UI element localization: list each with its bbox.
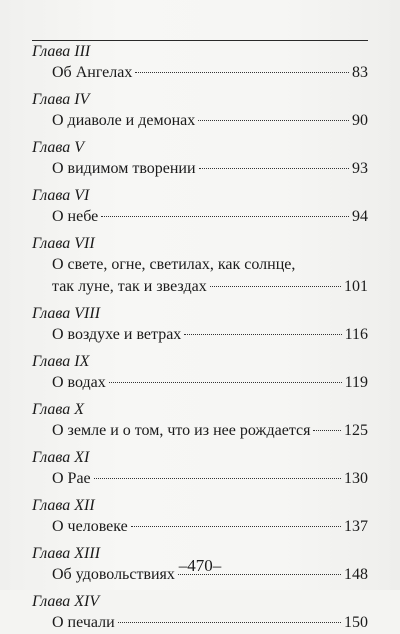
chapter-heading: Глава VII (32, 235, 95, 252)
chapter-title: Об удовольствиях (52, 566, 175, 583)
toc-entry (32, 90, 368, 132)
chapter-title-row (32, 324, 368, 346)
dot-leader (131, 526, 341, 527)
page-reference: 125 (344, 422, 368, 439)
chapter-heading: Глава X (32, 401, 85, 418)
page-reference: 101 (344, 278, 368, 295)
page-reference: 83 (352, 64, 368, 81)
chapter-heading: Глава XII (32, 497, 95, 514)
chapter-title-row (32, 612, 368, 634)
toc-entry (32, 448, 368, 490)
page-reference: 150 (344, 614, 368, 631)
chapter-title-row (32, 62, 368, 84)
dot-leader (184, 334, 341, 335)
toc-entry (32, 352, 368, 394)
top-rule (32, 40, 368, 41)
table-of-contents (32, 42, 368, 634)
dot-leader (198, 120, 349, 121)
page-reference: 116 (344, 326, 368, 343)
toc-entry (32, 304, 368, 346)
chapter-heading: Глава VIII (32, 305, 101, 322)
chapter-heading: Глава XIV (32, 593, 100, 610)
dot-leader (101, 216, 349, 217)
toc-entry (32, 42, 368, 84)
page-reference: 130 (344, 470, 368, 487)
chapter-title: О печали (52, 614, 115, 631)
dot-leader (135, 72, 349, 73)
toc-entry (32, 496, 368, 538)
chapter-heading: Глава XI (32, 449, 90, 466)
dot-leader (118, 622, 341, 623)
dot-leader (313, 430, 341, 431)
chapter-title: так луне, так и звездах (52, 278, 207, 295)
toc-entry (32, 186, 368, 228)
dot-leader (94, 478, 341, 479)
chapter-title: О видимом творении (52, 160, 196, 177)
dot-leader (199, 168, 349, 169)
chapter-title-row (32, 206, 368, 228)
toc-entry (32, 234, 368, 298)
dot-leader (210, 286, 341, 287)
chapter-heading: Глава IX (32, 353, 90, 370)
chapter-title-row (32, 372, 368, 394)
chapter-title: О земле и о том, что из нее рождается (52, 422, 311, 439)
chapter-title: О человеке (52, 518, 128, 535)
page-reference: 119 (344, 374, 368, 391)
chapter-heading: Глава IV (32, 91, 90, 108)
chapter-title-row (32, 276, 368, 298)
toc-entry (32, 138, 368, 180)
chapter-title-row (32, 158, 368, 180)
chapter-title-row (32, 110, 368, 132)
chapter-heading: Глава XIII (32, 545, 101, 562)
page-reference: 148 (344, 566, 368, 583)
chapter-title-line: О свете, огне, светилах, как солнце, (52, 256, 296, 273)
chapter-title: О небе (52, 208, 99, 225)
chapter-title-row (32, 420, 368, 442)
chapter-title: О диаволе и демонах (52, 112, 196, 129)
chapter-title: О водах (52, 374, 106, 391)
chapter-heading: Глава III (32, 43, 91, 60)
page-reference: 137 (344, 518, 368, 535)
chapter-title-row (32, 468, 368, 490)
chapter-heading: Глава V (32, 139, 85, 156)
page-reference: 93 (352, 160, 368, 177)
toc-entry (32, 592, 368, 634)
chapter-title-row (32, 516, 368, 538)
chapter-heading: Глава VI (32, 187, 90, 204)
chapter-title: О Рае (52, 470, 91, 487)
chapter-title: Об Ангелах (52, 64, 133, 81)
toc-entry (32, 400, 368, 442)
page-reference: 90 (352, 112, 368, 129)
chapter-title: О воздухе и ветрах (52, 326, 182, 343)
page-number: –470– (178, 556, 222, 575)
page-reference: 94 (352, 208, 368, 225)
dot-leader (109, 382, 342, 383)
